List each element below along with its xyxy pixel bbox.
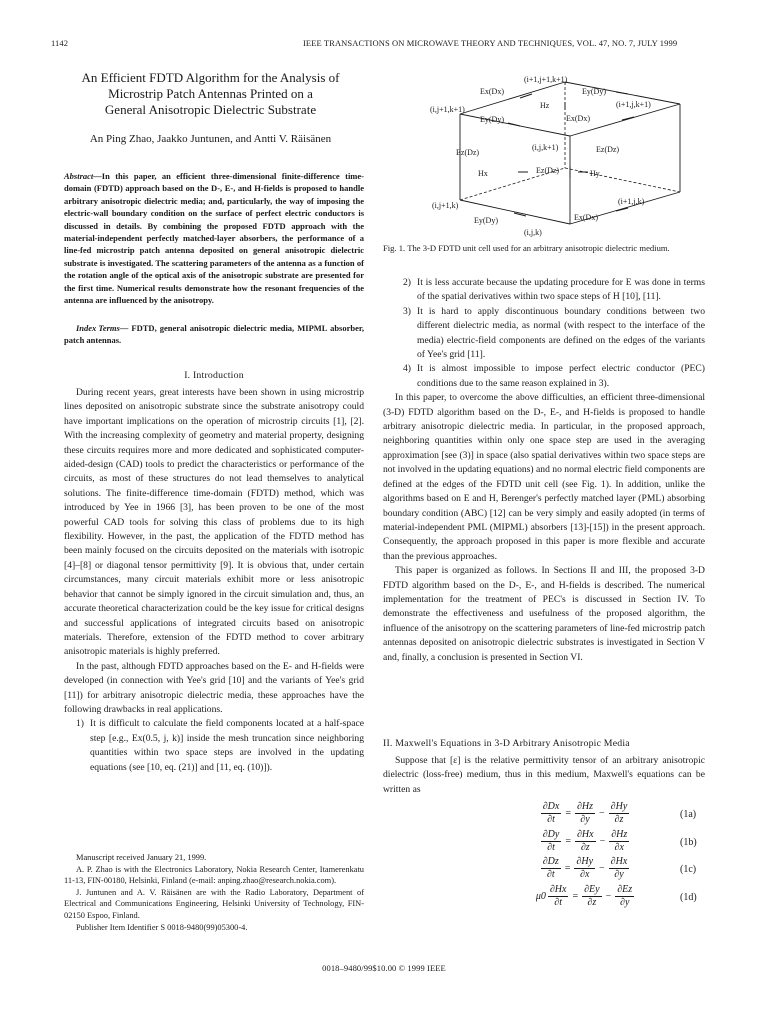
eq-lhs-num: ∂Dx [542,801,560,812]
index-terms [64,322,364,347]
eq-t1-den: ∂y [580,814,590,825]
field-label: Ey(Dy) [582,87,606,96]
eq-lhs-den: ∂t [554,897,563,908]
list-number: 1) [76,718,84,730]
list-item [383,305,705,363]
field-label: Ex(Dx) [480,87,504,96]
section2-paragraph [383,754,705,797]
left-column [64,386,364,775]
eq-lhs-num: ∂Dy [542,829,560,840]
field-label: Ez(Dz) [456,148,480,157]
footnote: A. P. Zhao is with the Electronics Laboratory, Nokia Research Center, Itamerenkatu 11-13, FIN-00180, Helsinki, Finland (e-mail: anping.zhao@research.nokia.com). [64,864,364,886]
node-label: (i+1,j,k+1) [616,100,651,109]
title-line: An Efficient FDTD Algorithm for the Analysis of [81,70,340,85]
page-number: 1142 [51,38,69,48]
abstract-text: In this paper, an efficient three-dimensional finite-difference time-domain (FDTD) approach based on the D-, E-, and H-fields is proposed to handle arbitrary anisotropic dielectric media; and, particularly, the way of imposing the electric-wall boundary condition on the surface of perfect electric conductors is discussed in details. By combining the proposed FDTD approach with the material-independent perfectly matched-layer absorbers, the performance of a line-fed microstrip patch antenna deposited on general anisotropic dielectric substrate is investigated. The scattering parameters of the antenna as a function of the rotation angle of the optical axis of the anisotropic substrate are presented for the first time. Numerical results demonstrate how the resonant frequencies of the antenna are influenced by the anisotropy. [64,171,364,306]
equation-number: (1d) [680,892,697,903]
equation: μ0 $\frac{\partial Hx}{\partial t}$ = $\frac{\partial Ey}{\partial z}$ − $\frac{\partial Ez}{\partial y}$ [535,884,633,908]
eq-t2-den: ∂y [614,869,624,880]
field-label: Ey(Dy) [480,115,504,124]
list-text: It is less accurate because the updating procedure for E was done in terms of the spatial derivatives within two space steps of H [10], [11]. [417,277,705,303]
title-line: General Anisotropic Dielectric Substrate [104,102,317,117]
eq-t1-num: ∂Hx [576,829,594,840]
abstract-label: Abstract— [64,171,102,181]
intro-paragraph: In this paper, to overcome the above difficulties, an efficient three-dimensional (3-D) FDTD algorithm based on the D-, E-, and H-fields is proposed to handle arbitrary anisotropic dielectric media. In particular, in the proposed approach, neighboring quantities within only one space step are used in the averaging approximation [see (3)] in space (also spatial derivatives within two space steps are not involved in the updating equations) and no normal electric field components are defined at the edges of the FDTD unit cell (see Fig. 1). In addition, unlike the algorithms based on E and H, Berenger's perfectly matched layer (PML) absorbing boundary condition (ABC) [12] can be very simply and easily adopted (in terms of material-independent PML (MIPML) absorbers [13]-[15]) in the present approach. Consequently, the approach proposed in this paper is more flexible and accurate than the previous approaches. [383,392,705,562]
eq-t2-den: ∂x [614,842,624,853]
node-label: (i+1,j+1,k+1) [524,75,568,84]
equation-number: (1a) [680,809,697,820]
paper-title [58,70,363,118]
footnote: Publisher Item Identifier S 0018-9480(99)05300-4. [76,922,248,932]
copyright-line: 0018–9480/99$10.00 © 1999 IEEE [322,963,446,973]
list-text: It is hard to apply discontinuous boundary conditions between two different dielectric media, as normal (with respect to the interface of the media) electric-field components are defined on the edges of the variants of Yee's grid [11]. [417,305,705,361]
eq-t1-num: ∂Ey [584,884,600,895]
field-label: Ey(Dy) [474,216,498,225]
eq-t2-num: ∂Hz [611,829,628,840]
footnote: J. Juntunen and A. V. Räisänen are with the Radio Laboratory, Department of Electrical and Communications Engineering, Helsinki University of Technology, FIN-02150 Espoo, Finland. [64,887,364,920]
section-heading: II. Maxwell's Equations in 3-D Arbitrary Anisotropic Media [383,738,630,749]
node-label: (i,j,k+1) [532,143,559,152]
eq-t2-num: ∂Hx [610,856,628,867]
equation-number: (1c) [680,864,697,875]
field-label: Ex(Dx) [574,213,598,222]
right-column [383,276,705,665]
eq-t1-den: ∂z [587,897,597,908]
index-terms-text: FDTD, general anisotropic dielectric media, MIPML absorber, patch antennas. [64,323,364,346]
section-heading: I. Introduction [184,370,244,381]
eq-t2-num: ∂Hy [610,801,628,812]
journal-header: IEEE TRANSACTIONS ON MICROWAVE THEORY AND TECHNIQUES, VOL. 47, NO. 7, JULY 1999 [303,38,678,48]
eq-t2-den: ∂z [614,814,624,825]
equation: $\frac{\partial Dx}{\partial t}$ = $\frac{\partial Hz}{\partial y}$ − $\frac{\partial Hy}{\partial z}$ [542,801,628,825]
eq-lhs-num: ∂Hx [549,884,567,895]
eq-t1-num: ∂Hz [576,801,594,812]
field-label: Hz [540,101,550,110]
section2-text: Suppose that [ε] is the relative permittivity tensor of an arbitrary anisotropic dielectric (loss-free) medium, thus in this medium, Maxwell's equations can be written as [383,755,705,795]
eq-t2-den: ∂y [620,897,630,908]
list-text: It is difficult to calculate the field components located at a half-space step [e.g., Ex(0.5, j, k)] inside the mesh truncation since neighboring quantities within two space steps are involved in the updating equations (see [10, eq. (21)] and [11, eq. (10)]). [90,718,364,773]
eq-t1-num: ∂Hy [576,856,594,867]
field-label: Hx [478,169,488,178]
list-text: It is almost impossible to impose perfect electric conductor (PEC) conditions due to the same reason explained in 3). [417,363,705,389]
equation: $\frac{\partial Dy}{\partial t}$ = $\frac{\partial Hx}{\partial z}$ − $\frac{\partial Hz}{\partial x}$ [542,829,628,853]
list-number: 4) [403,363,411,375]
title-line: Microstrip Patch Antennas Printed on a [108,86,313,101]
eq-lhs-den: ∂t [547,842,555,853]
eq-t2-num: ∂Ez [617,884,633,895]
list-number: 2) [403,277,411,288]
equation-number: (1b) [680,837,697,848]
figure-caption: Fig. 1. The 3-D FDTD unit cell used for an arbitrary anisotropic dielectric medium. [383,243,670,253]
field-label: Hy [590,169,600,178]
field-label: Ez(Dz) [596,145,620,154]
node-label: (i,j,k) [524,228,542,237]
footnote: Manuscript received January 21, 1999. [76,853,207,862]
ey-top-arrow [616,92,628,94]
node-label: (i+1,j,k) [618,197,645,206]
list-number: 3) [403,305,411,317]
footnotes [64,852,364,933]
node-label: (i,j+1,k) [432,201,459,210]
list-item [383,276,705,305]
authors: An Ping Zhao, Jaakko Juntunen, and Antti V. Räisänen [89,133,332,145]
list-item [56,717,364,775]
eq-prefix: μ0 [535,891,546,902]
eq-t1-den: ∂z [580,842,590,853]
equation: $\frac{\partial Dz}{\partial t}$ = $\frac{\partial Hy}{\partial x}$ − $\frac{\partial Hx}{\partial y}$ [542,856,628,880]
intro-paragraph: During recent years, great interests have been shown in using microstrip lines deposited on anisotropic substrate since the substrate anisotropy could have important implications on the operation of microstrip circuits [1], [2]. With the increasing complexity of geometry and material property, designing these circuits requires more and more dedicated and sophisticated computer-aided-design (CAD) tools to predict the characteristics or performance of the circuits, as most of these structures do not lead themselves to analytical solutions. The finite-difference time-domain (FDTD) method, which was introduced by Yee in 1966 [3], has been proven to be one of the most powerful CAD tools for solving this class of problems due to its high flexibility. However, in the past, the application of the FDTD method has been mainly focused on the circuits deposited on the materials with isotropic [4]–[8] or diagonal tensor permittivity [9]. It is obvious that, under certain circumstances, many circuit materials exhibit more or less anisotropic behavior that cannot be simply ignored in the circuit simulation and, thus, an accurate theoretical characterization could be the key issue for critical designs and successful applications of integrated circuits based on anisotropic materials. Therefore, extension of the FDTD method to cover arbitrary anisotropic materials is highly preferred. [64,387,364,658]
intro-paragraph: In the past, although FDTD approaches based on the E- and H-fields were developed (in connection with Yee's grid [10] and the variants of Yee's grid [11]) for arbitrary anisotropic dielectric media, these approaches have the following drawbacks in real applications. [64,660,364,715]
index-terms-label: Index Terms— [76,323,129,333]
eq-lhs-num: ∂Dz [542,856,559,867]
intro-paragraph: This paper is organized as follows. In Sections II and III, the proposed 3-D FDTD algorithm based on the D-, E-, and H-fields is described. The numerical implementation for the treatment of PEC's is discussed in Section IV. To demonstrate the effectiveness and usefulness of the proposed algorithm, the influence of the anisotropy on the scattering parameters of line-fed microstrip patch antennas deposited on anisotropic dielectric substrates is investigated in Section V and, finally, a conclusion is presented in Section VI. [383,565,705,663]
fdtd-unit-cell-figure [420,72,720,240]
eq-lhs-den: ∂t [546,869,555,880]
field-label: Ez(Dz) [536,166,560,175]
field-label: Ex(Dx) [566,114,590,123]
eq-lhs-den: ∂t [547,814,555,825]
abstract [64,170,364,306]
list-item [383,362,705,391]
ey-mid-arrow [508,123,520,126]
ex-top-arrow [520,94,532,98]
node-label: (i,j+1,k+1) [430,105,465,114]
eq-t1-den: ∂x [580,869,590,880]
